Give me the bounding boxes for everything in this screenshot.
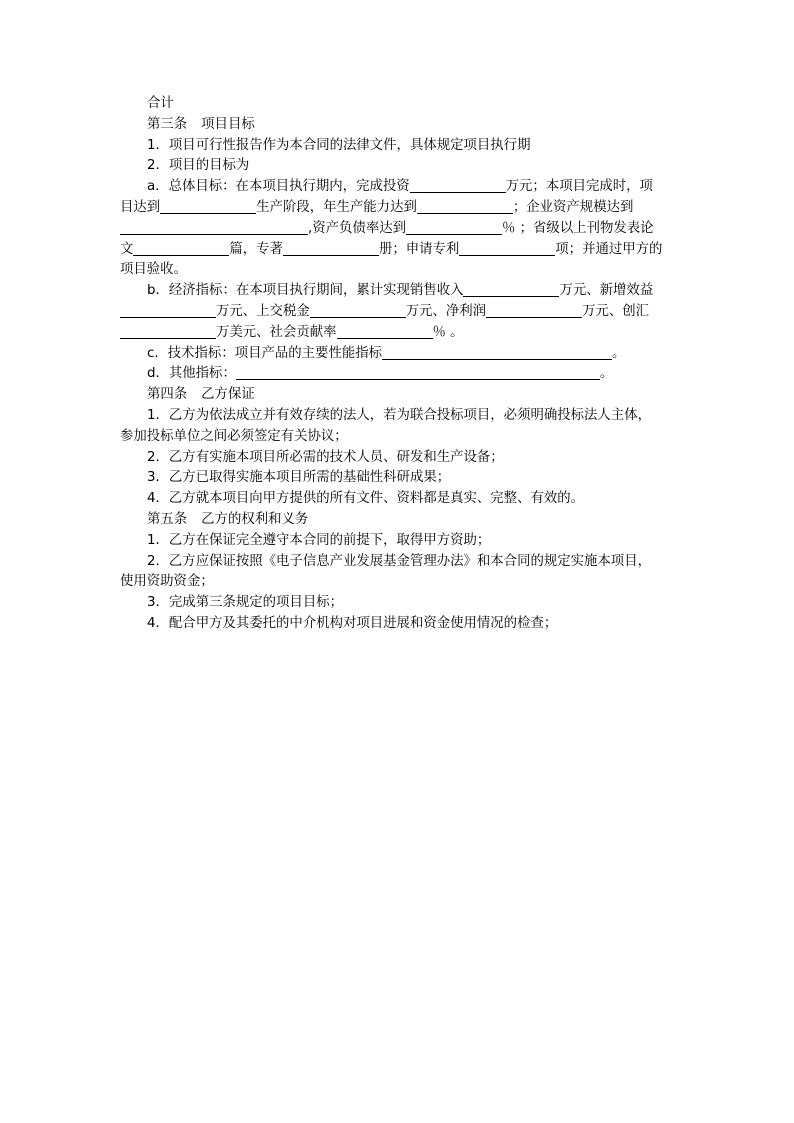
stage-blank[interactable]	[160, 199, 256, 214]
goal-a-line-1: a．总体目标：在本项目执行期内，完成投资 万元；本项目完成时，项	[147, 179, 653, 195]
goal-b-line-2: 万元、上交税金 万元、净利润 万元、创汇	[120, 302, 675, 323]
contribution-rate-blank[interactable]	[337, 324, 433, 339]
article-5-item-4: 4．配合甲方及其委托的中介机构对项目进展和资金使用情况的检查；	[147, 615, 558, 631]
article-4-item-1a: 1．乙方为依法成立并有效存续的法人，若为联合投标项目，必须明确投标法人主体，	[147, 407, 651, 423]
article-title: 乙方保证	[201, 387, 255, 403]
article-title: 项目目标	[201, 116, 255, 132]
article-3-item-2: 2．项目的目标为	[147, 158, 250, 174]
other-indicator-blank[interactable]	[236, 365, 600, 380]
article-5-heading	[120, 510, 675, 531]
article-3-heading	[120, 115, 675, 136]
asset-scale-blank[interactable]	[120, 220, 308, 235]
capacity-blank[interactable]	[417, 199, 513, 214]
article-number: 第五条	[147, 511, 188, 527]
new-benefit-blank[interactable]	[120, 303, 216, 318]
goal-c-line: c．技术指标：项目产品的主要性能指标 。	[147, 345, 626, 361]
article-5-item-3: 3．完成第三条规定的项目目标；	[147, 595, 343, 611]
goal-a-line-2: 目达到 生产阶段，年生产能力达到 ；企业资产规模达到	[120, 199, 634, 215]
investment-blank[interactable]	[410, 178, 506, 193]
article-3-item-1: 1．项目可行性报告作为本合同的法律文件，具体规定项目执行期	[147, 137, 531, 153]
article-title: 乙方的权利和义务	[201, 511, 309, 527]
article-4-heading	[120, 385, 675, 406]
sales-blank[interactable]	[463, 282, 559, 297]
goal-a-line-5: 项目验收。	[120, 262, 187, 278]
article-number: 第四条	[147, 387, 188, 403]
goal-a-line-4: 文 篇，专著 册；申请专利 项；并通过甲方的	[120, 241, 663, 257]
article-5-item-2b: 使用资助资金；	[120, 574, 214, 590]
papers-blank[interactable]	[133, 241, 229, 256]
goal-a-line-3: ,资产负债率达到 ％ ；省级以上刊物发表论	[120, 219, 675, 240]
forex-blank[interactable]	[120, 324, 216, 339]
tax-blank[interactable]	[310, 303, 406, 318]
goal-b-line-1: b．经济指标：在本项目执行期间，累计实现销售收入 万元、新增效益	[147, 283, 654, 299]
tech-indicator-blank[interactable]	[382, 345, 612, 360]
goal-d-line: d．其他指标： 。	[147, 366, 614, 382]
heji-line: 合计	[147, 96, 174, 111]
contract-page	[120, 94, 675, 635]
article-4-item-2: 2．乙方有实施本项目所必需的技术人员、研发和生产设备；	[147, 449, 504, 465]
debt-ratio-blank[interactable]	[406, 220, 502, 235]
article-5-item-1: 1．乙方在保证完全遵守本合同的前提下，取得甲方资助；	[147, 532, 491, 548]
article-4-item-4: 4．乙方就本项目向甲方提供的所有文件、资料都是真实、完整、有效的。	[147, 491, 585, 507]
books-blank[interactable]	[283, 241, 379, 256]
goal-b-line-3: 万美元、社会贡献率 ％ 。	[120, 323, 675, 344]
article-4-item-3: 3．乙方已取得实施本项目所需的基础性科研成果；	[147, 470, 451, 486]
article-number: 第三条	[147, 116, 188, 132]
net-profit-blank[interactable]	[486, 303, 582, 318]
article-5-item-2a: 2．乙方应保证按照《电子信息产业发展基金管理办法》和本合同的规定实施本项目，	[147, 553, 651, 569]
article-4-item-1b: 参加投标单位之间必须签定有关协议；	[120, 428, 348, 444]
patents-blank[interactable]	[459, 241, 555, 256]
